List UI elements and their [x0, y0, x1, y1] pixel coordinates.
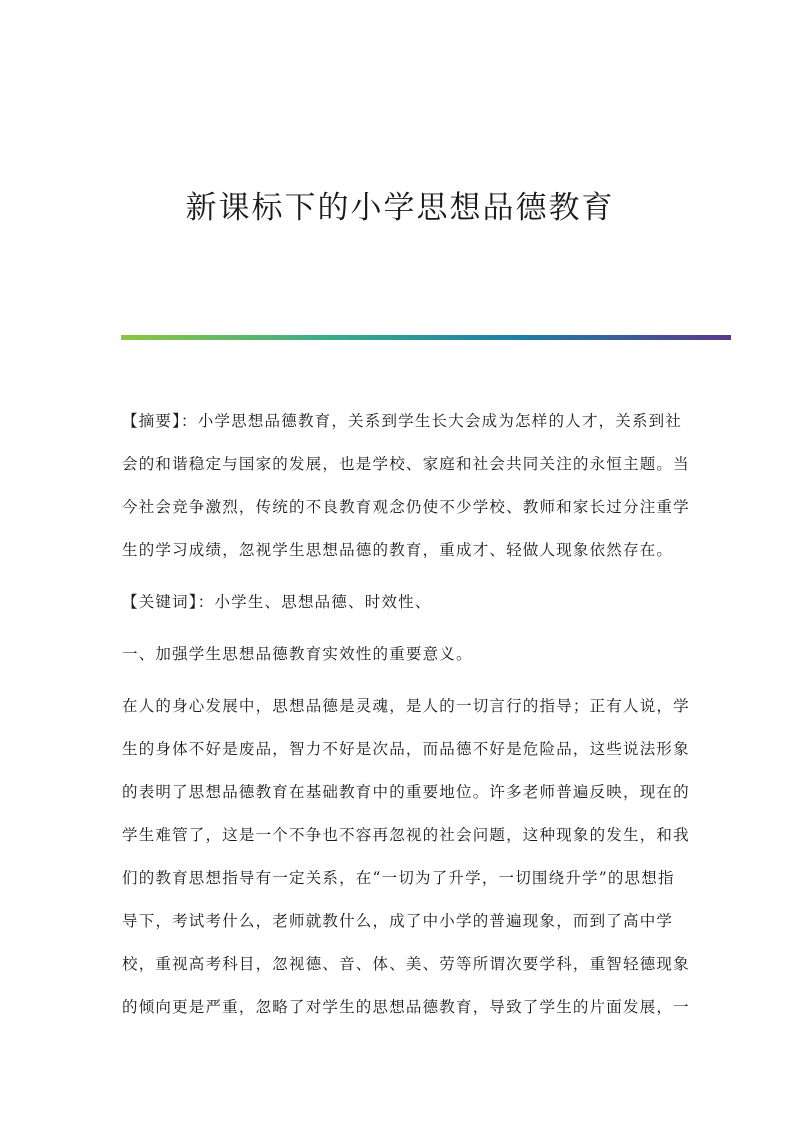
abstract-line: 【摘要】：小学思想品德教育，关系到学生长大会成为怎样的人才，关系到社 [122, 412, 683, 430]
body-paragraph [122, 685, 690, 1029]
paragraph-line: 生的身体不好是废品，智力不好是次品，而品德不好是危险品，这些说法形象 [122, 740, 690, 758]
document-title: 新课标下的小学思想品德教育 [185, 190, 615, 226]
title-divider [121, 335, 731, 340]
abstract-line: 会的和谐稳定与国家的发展，也是学校、家庭和社会共同关注的永恒主题。当 [122, 455, 690, 473]
paragraph-line: 们的教育思想指导有一定关系，在“一切为了升学，一切围绕升学”的思想指 [122, 869, 675, 887]
abstract-paragraph [122, 400, 690, 572]
paragraph-line: 校，重视高考科目，忽视德、音、体、美、劳等所谓次要学科，重智轻德现象 [122, 955, 690, 973]
document-body [122, 400, 690, 1038]
abstract-line: 生的学习成绩，忽视学生思想品德的教育，重成才、轻做人现象依然存在。 [122, 541, 674, 559]
abstract-line: 今社会竞争激烈，传统的不良教育观念仍使不少学校、教师和家长过分注重学 [122, 498, 690, 516]
paragraph-line: 在人的身心发展中，思想品德是灵魂，是人的一切言行的指导；正有人说，学 [122, 697, 690, 715]
paragraph-line: 的表明了思想品德教育在基础教育中的重要地位。许多老师普遍反映，现在的 [122, 783, 690, 801]
keywords-line: 【关键词】：小学生、思想品德、时效性、 [122, 593, 432, 611]
paragraph-line: 的倾向更是严重，忽略了对学生的思想品德教育，导致了学生的片面发展，一 [122, 998, 690, 1016]
paragraph-line: 学生难管了，这是一个不争也不容再忽视的社会问题，这种现象的发生，和我 [122, 826, 690, 844]
section-heading: 一、加强学生思想品德教育实效性的重要意义。 [122, 645, 473, 663]
paragraph-line: 导下，考试考什么，老师就教什么，成了中小学的普遍现象，而到了高中学 [122, 912, 674, 930]
